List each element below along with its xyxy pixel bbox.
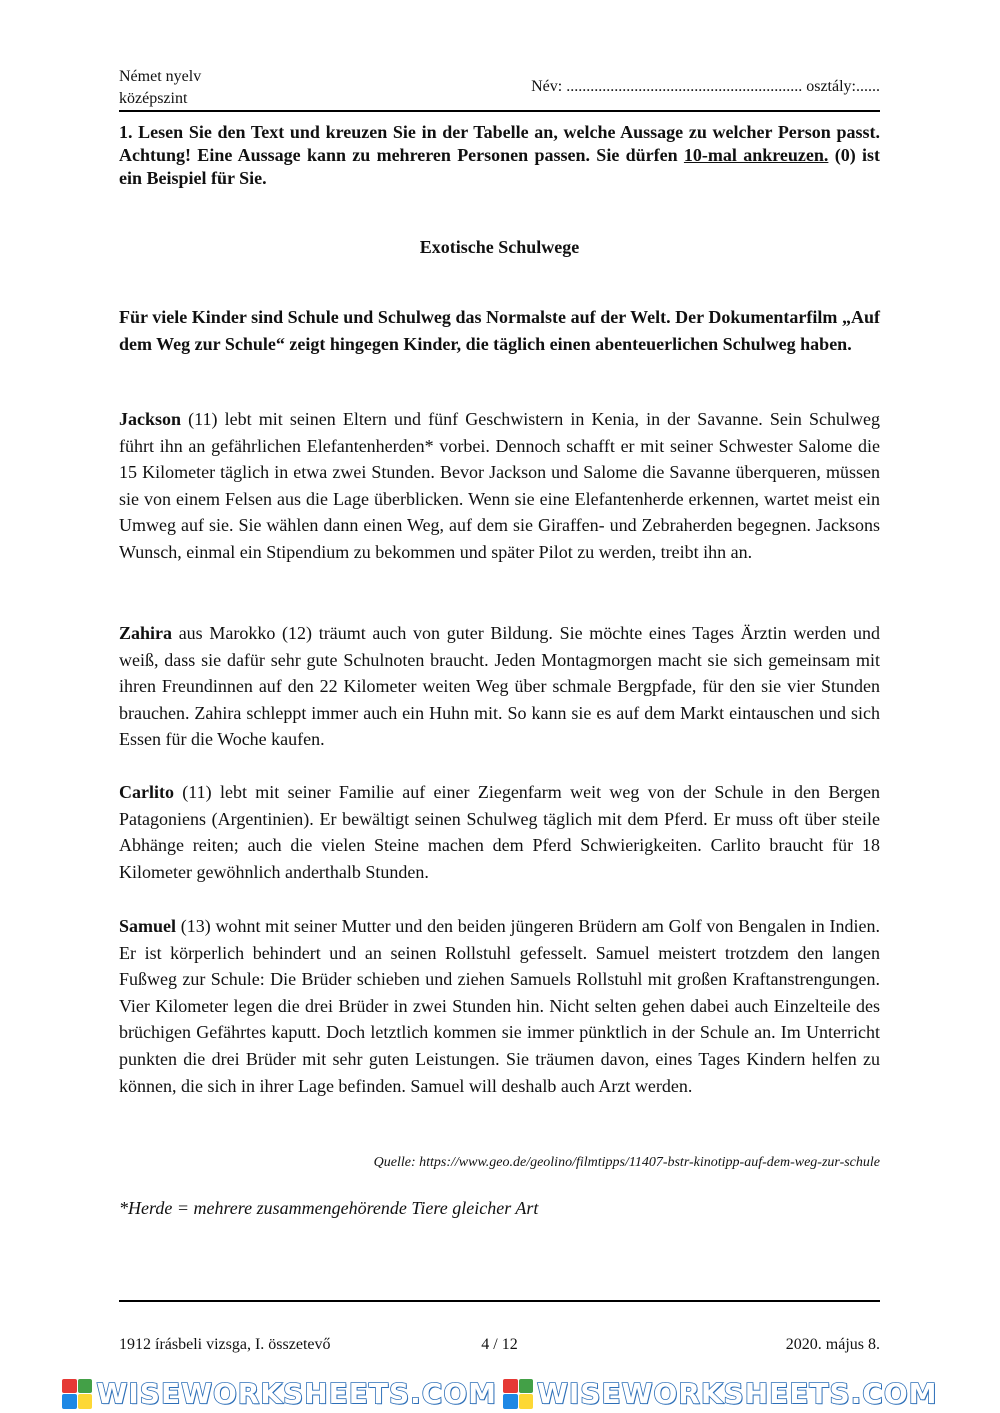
paragraph-text: (11) lebt mit seinen Eltern und fünf Geschwistern in Kenia, in der Savanne. Sein Schulweg führt ihn an gefährlichen Elefantenherden* vorbei. Dennoch schafft er mit seiner Schwester Salome die 15 Kilometer täglich in etwa zwei Stunden. Bevor Jackson und Salome die Savanne überqueren, müssen sie von einem Felsen aus die Lage überblicken. Wenn sie eine Elefantenherde erkennen, wartet meist ein Umweg auf sie. Sie wählen dann einen Weg, auf dem sie Giraffen- und Zebraherden begegnen. Jacksons Wunsch, einmal ein Stipendium zu bekommen und später Pilot zu werden, treibt ihn an. xyxy=(119,409,880,562)
page-header xyxy=(119,66,880,112)
person-name: Carlito xyxy=(119,782,174,802)
person-name: Zahira xyxy=(119,623,173,643)
watermark-unit xyxy=(503,1377,938,1410)
source-citation: Quelle: https://www.geo.de/geolino/filmtipps/11407-bstr-kinotipp-auf-dem-weg-zur-schule xyxy=(373,1155,880,1170)
paragraph-jackson xyxy=(119,406,880,566)
task-instruction xyxy=(119,121,880,190)
paragraph-samuel xyxy=(119,913,880,1099)
footnote: *Herde = mehrere zusammengehörende Tiere gleicher Art xyxy=(119,1198,539,1218)
person-name: Samuel xyxy=(119,916,177,936)
watermark-unit xyxy=(62,1377,497,1410)
paragraph-text: (11) lebt mit seiner Familie auf einer Ziegenfarm weit weg von der Schule in den Bergen Patagoniens (Argentinien). Er bewältigt seinen Schulweg täglich mit dem Pferd. Er muss oft über steile Abhänge reiten; auch die vielen Steine machen dem Pferd Schwierigkeiten. Carlito braucht für 18 Kilometer gewöhnlich anderthalb Stunden. xyxy=(119,782,880,882)
watermark-banner xyxy=(0,1374,1000,1413)
subject-label: Német nyelv xyxy=(119,68,202,85)
exam-date: 2020. május 8. xyxy=(785,1336,880,1353)
wiseworksheets-logo-icon xyxy=(62,1379,92,1409)
paragraph-text: aus Marokko (12) träumt auch von guter Bildung. Sie möchte eines Tages Ärztin werden und weiß, dass sie dafür sehr gute Schulnoten braucht. Jeden Montagmorgen macht sie sich gemeinsam mit ihren Freundinnen auf den 22 Kilometer weiten Weg über schmale Bergpfade, für den sie vier Stunden brauchen. Zahira schleppt immer auch ein Huhn mit. So kann sie es auf dem Markt eintauschen und sich Essen für die Woche kaufen. xyxy=(119,623,880,750)
name-class-field: Név: ........................................................... osztály:...... xyxy=(531,78,880,95)
exam-id: 1912 írásbeli vizsga, I. összetevő xyxy=(119,1336,331,1353)
page-number: 4 / 12 xyxy=(481,1336,518,1353)
subject-block xyxy=(119,66,201,110)
task-text-before: 1. Lesen Sie den Text und kreuzen Sie in der Tabelle an, welche Aussage zu welcher Person passt. Achtung! Eine Aussage kann zu mehreren Personen passen. Sie dürfen xyxy=(119,122,880,165)
paragraph-zahira xyxy=(119,620,880,753)
paragraph-carlito xyxy=(119,779,880,885)
page-footer xyxy=(119,1334,880,1356)
footer-divider xyxy=(119,1300,880,1302)
article-intro: Für viele Kinder sind Schule und Schulweg das Normalste auf der Welt. Der Dokumentarfilm „Auf dem Weg zur Schule“ zeigt hingegen Kinder, die täglich einen abenteuerlichen Schulweg haben. xyxy=(119,307,880,354)
level-label: középszint xyxy=(119,90,188,107)
wiseworksheets-logo-icon xyxy=(503,1379,533,1409)
article-title: Exotische Schulwege xyxy=(419,237,580,257)
task-underlined: 10-mal ankreuzen. xyxy=(683,145,829,165)
person-name: Jackson xyxy=(119,409,182,429)
watermark-text: WISEWORKSHEETS.COM xyxy=(96,1377,497,1410)
watermark-text: WISEWORKSHEETS.COM xyxy=(537,1377,938,1410)
paragraph-text: (13) wohnt mit seiner Mutter und den beiden jüngeren Brüdern am Golf von Bengalen in Indien. Er ist körperlich behindert und an seinen Rollstuhl gefesselt. Samuel meistert trotzdem den langen Fußweg zur Schule: Die Brüder schieben und ziehen Samuels Rollstuhl mit großen Kraftanstrengungen. Vier Kilometer legen die drei Brüder in zwei Stunden hin. Nicht selten gehen dabei auch Einzelteile des brüchigen Gefährtes kaputt. Doch letztlich kommen sie immer pünktlich in der Schule an. Im Unterricht punkten die drei Brüder mit sehr guten Leistungen. Sie träumen davon, eines Tages Kindern helfen zu können, die sich in ihrer Lage befinden. Samuel will deshalb auch Arzt werden. xyxy=(119,916,880,1096)
task-text-after: (0) ist ein Beispiel für Sie. xyxy=(119,145,880,188)
